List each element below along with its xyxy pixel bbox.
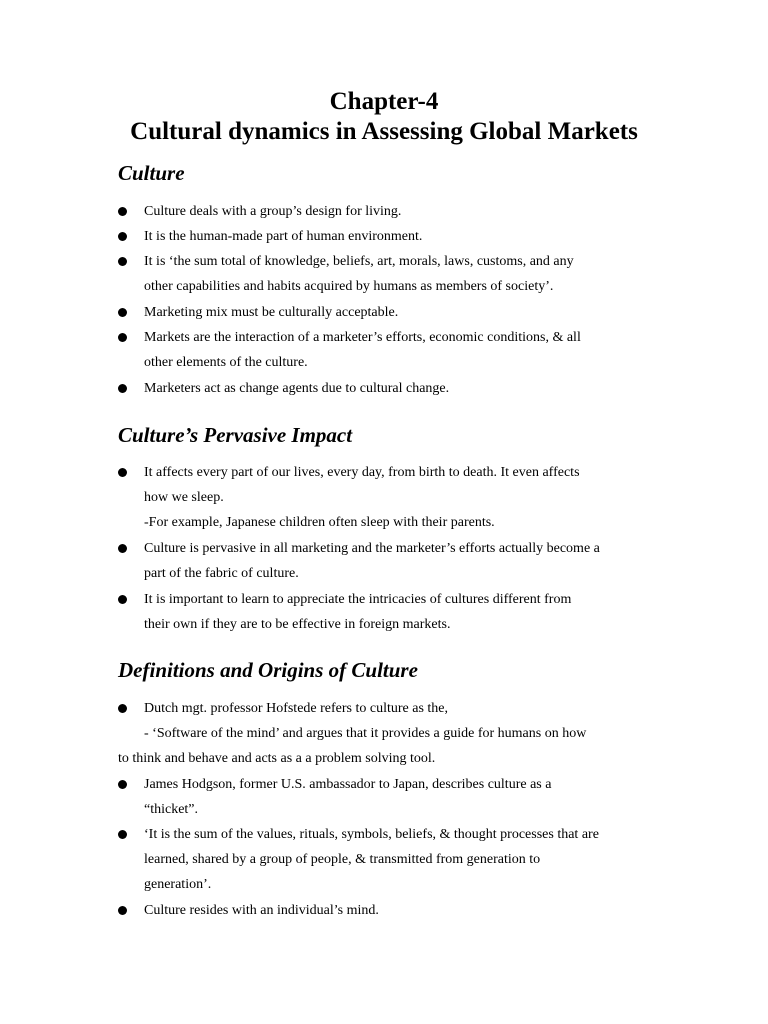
list-item-line: Marketing mix must be culturally acceptable. bbox=[144, 305, 399, 320]
list-item-line: generation’. bbox=[144, 877, 212, 892]
list-item-line: Marketers act as change agents due to cultural change. bbox=[144, 381, 450, 396]
bullet-point bbox=[118, 704, 127, 713]
list-item-line: - ‘Software of the mind’ and argues that it provides a guide for humans on how bbox=[144, 726, 587, 741]
bullet-point bbox=[118, 544, 127, 553]
list-item-line: Culture resides with an individual’s mind. bbox=[144, 903, 379, 918]
list-item-line: other elements of the culture. bbox=[144, 355, 308, 370]
bullet-point bbox=[118, 384, 127, 393]
section-heading-pervasive-impact: Culture’s Pervasive Impact bbox=[118, 423, 353, 447]
section-heading-definitions-origins: Definitions and Origins of Culture bbox=[118, 658, 418, 682]
list-item-line: Markets are the interaction of a marketer’s efforts, economic conditions, & all bbox=[144, 330, 581, 345]
bullet-point bbox=[118, 308, 127, 317]
chapter-title: Cultural dynamics in Assessing Global Markets bbox=[130, 118, 638, 145]
section-heading-culture: Culture bbox=[118, 161, 185, 185]
list-item-line: -For example, Japanese children often sleep with their parents. bbox=[144, 515, 495, 530]
list-item-line: other capabilities and habits acquired by humans as members of society’. bbox=[144, 279, 554, 294]
list-item-line: James Hodgson, former U.S. ambassador to Japan, describes culture as a bbox=[144, 777, 552, 792]
list-item-line: how we sleep. bbox=[144, 490, 224, 505]
list-item-line: “thicket”. bbox=[144, 802, 199, 817]
list-item-line: ‘It is the sum of the values, rituals, symbols, beliefs, & thought processes that are bbox=[144, 827, 599, 842]
list-item-line: It affects every part of our lives, every day, from birth to death. It even affects bbox=[144, 465, 580, 480]
list-item-line: their own if they are to be effective in foreign markets. bbox=[144, 617, 451, 632]
list-item-line: Dutch mgt. professor Hofstede refers to culture as the, bbox=[144, 701, 449, 716]
list-item-line: part of the fabric of culture. bbox=[144, 566, 299, 581]
bullet-point bbox=[118, 595, 127, 604]
bullet-point bbox=[118, 906, 127, 915]
list-item-line: It is ‘the sum total of knowledge, beliefs, art, morals, laws, customs, and any bbox=[144, 254, 574, 269]
list-item-line: It is the human-made part of human environment. bbox=[144, 229, 423, 244]
list-item-line: to think and behave and acts as a a problem solving tool. bbox=[118, 751, 436, 766]
bullet-point bbox=[118, 257, 127, 266]
list-item-line: It is important to learn to appreciate the intricacies of cultures different from bbox=[144, 592, 572, 607]
list-item-line: Culture deals with a group’s design for living. bbox=[144, 204, 402, 219]
bullet-point bbox=[118, 333, 127, 342]
bullet-point bbox=[118, 468, 127, 477]
list-item-line: Culture is pervasive in all marketing and the marketer’s efforts actually become a bbox=[144, 541, 600, 556]
chapter-number: Chapter-4 bbox=[329, 88, 439, 115]
list-item-line: learned, shared by a group of people, & transmitted from generation to bbox=[144, 852, 541, 867]
bullet-point bbox=[118, 780, 127, 789]
bullet-point bbox=[118, 232, 127, 241]
bullet-point bbox=[118, 830, 127, 839]
bullet-point bbox=[118, 207, 127, 216]
